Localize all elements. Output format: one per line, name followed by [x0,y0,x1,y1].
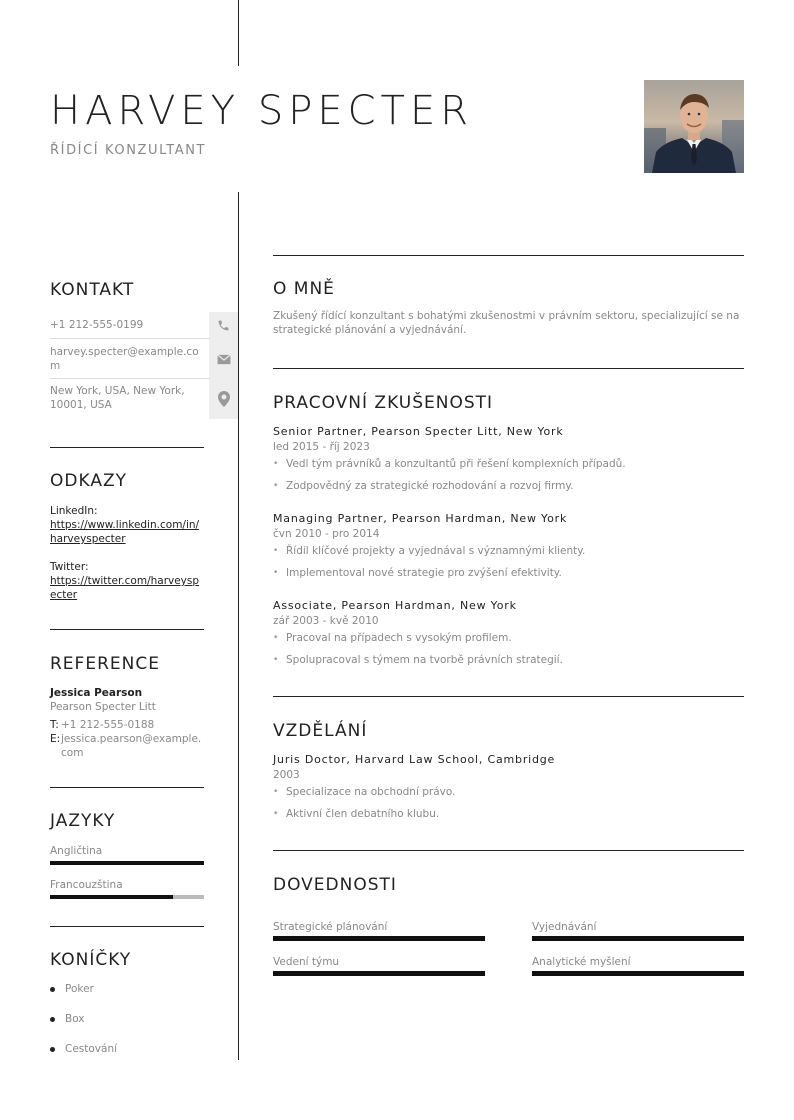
skill-item [532,921,744,941]
section-divider [50,447,204,448]
hobby-item [50,1043,117,1055]
job-bullet: • Spolupracoval s týmem na tvorbě právních strategií. [273,653,744,667]
section-divider [50,926,204,927]
job-entry [273,425,744,493]
language-level-bar [50,895,204,899]
job-dates: zář 2003 - kvě 2010 [273,615,379,627]
hobby-name: Box [65,1013,85,1025]
phone-icon [209,312,238,339]
skill-name: Vyjednávání [532,921,597,933]
skill-name: Strategické plánování [273,921,388,933]
bullet-dot [50,987,55,992]
language-level-bar [50,861,204,865]
about-heading: O MNĚ [273,279,335,299]
reference-email-label: E: [50,733,61,745]
section-divider [50,629,204,630]
reference-section [50,654,204,760]
experience-heading: PRACOVNÍ ZKUŠENOSTI [273,393,494,413]
education-degree: Juris Doctor, Harvard Law School, Cambridge [273,753,556,766]
reference-email: jessica.pearson@example.com [61,733,202,759]
contact-phone-row [50,312,238,339]
about-text: Zkušený řídící konzultant s bohatými zkušenostmi v právním sektoru, specializující se na strategické plánování a vyjednávání. [273,310,740,336]
contact-email: harvey.specter@example.com [50,346,199,372]
hobbies-heading: KONÍČKY [50,950,132,970]
reference-heading: REFERENCE [50,654,160,674]
contact-address-row [50,379,238,419]
skill-level-bar [532,971,744,976]
skill-name: Vedení týmu [273,956,340,968]
about-section [273,279,744,337]
twitter-link[interactable]: https://twitter.com/harveyspecter [50,575,200,601]
language-item [50,879,204,899]
skill-level-bar [273,971,485,976]
reference-phone-row [50,718,204,732]
language-level-fill [50,861,204,865]
reference-phone-label: T: [50,719,59,731]
education-section [273,721,744,821]
bullet-dot [50,1017,55,1022]
links-section [50,471,204,602]
top-divider-line [238,0,239,66]
education-bullet: • Specializace na obchodní právo. [273,785,744,799]
hobby-name: Poker [65,983,94,995]
job-position: Associate, Pearson Hardman, New York [273,599,517,612]
languages-section [50,811,204,899]
job-bullet: • Zodpovědný za strategické rozhodování a rozvoj firmy. [273,479,744,493]
contact-address: New York, USA, New York, 10001, USA [50,385,185,411]
contact-section-title [50,280,204,300]
linkedin-label: LinkedIn: [50,505,98,517]
language-level-fill [50,895,173,899]
hobby-name: Cestování [65,1043,118,1055]
section-divider [273,850,744,851]
reference-company: Pearson Specter Litt [50,701,156,713]
job-position: Senior Partner, Pearson Specter Litt, New York [273,425,564,438]
language-name: Francouzština [50,879,123,891]
language-item [50,845,204,865]
job-bullet: • Implementoval nové strategie pro zvýšení efektivity. [273,566,744,580]
job-position: Managing Partner, Pearson Hardman, New York [273,512,568,525]
job-dates: led 2015 - říj 2023 [273,441,370,453]
contact-email-row [50,339,238,379]
mail-icon [209,339,238,379]
skill-item [532,956,744,976]
section-divider [273,255,744,256]
experience-section [273,393,744,667]
job-bullet: • Řídil klíčové projekty a vyjednával s významnými klienty. [273,544,744,558]
languages-heading: JAZYKY [50,811,116,831]
reference-email-row [50,732,204,760]
skill-level-bar [273,936,485,941]
person-name: HARVEY SPECTER [50,88,474,134]
profile-photo [644,80,744,173]
job-dates: čvn 2010 - pro 2014 [273,528,380,540]
job-entry [273,512,744,580]
bullet-dot [50,1047,55,1052]
hobby-item [50,983,94,995]
column-divider-line [238,192,239,1060]
reference-name: Jessica Pearson [50,687,143,699]
skill-level-bar [532,936,744,941]
skill-item [273,956,485,976]
section-divider [273,696,744,697]
reference-phone: +1 212-555-0188 [61,719,155,731]
hobbies-section [50,950,204,970]
job-bullet: • Vedl tým právníků a konzultantů při řešení komplexních případů. [273,457,744,471]
twitter-label: Twitter: [50,561,89,573]
job-title: ŘÍDÍCÍ KONZULTANT [50,143,207,158]
skills-section [273,875,744,895]
education-year: 2003 [273,769,300,781]
section-divider [273,368,744,369]
education-bullet: • Aktivní člen debatního klubu. [273,807,744,821]
contact-phone: +1 212-555-0199 [50,319,144,331]
section-divider [50,787,204,788]
language-name: Angličtina [50,845,103,857]
skill-item [273,921,485,941]
job-entry [273,599,744,667]
skill-name: Analytické myšlení [532,956,631,968]
links-heading: ODKAZY [50,471,127,491]
hobby-item [50,1013,85,1025]
linkedin-link[interactable]: https://www.linkedin.com/in/harveyspecter [50,519,200,545]
job-bullet: • Pracoval na případech s vysokým profilem. [273,631,744,645]
contact-heading: KONTAKT [50,280,135,300]
location-pin-icon [209,379,238,419]
skills-heading: DOVEDNOSTI [273,875,397,895]
education-heading: VZDĚLÁNÍ [273,721,368,741]
